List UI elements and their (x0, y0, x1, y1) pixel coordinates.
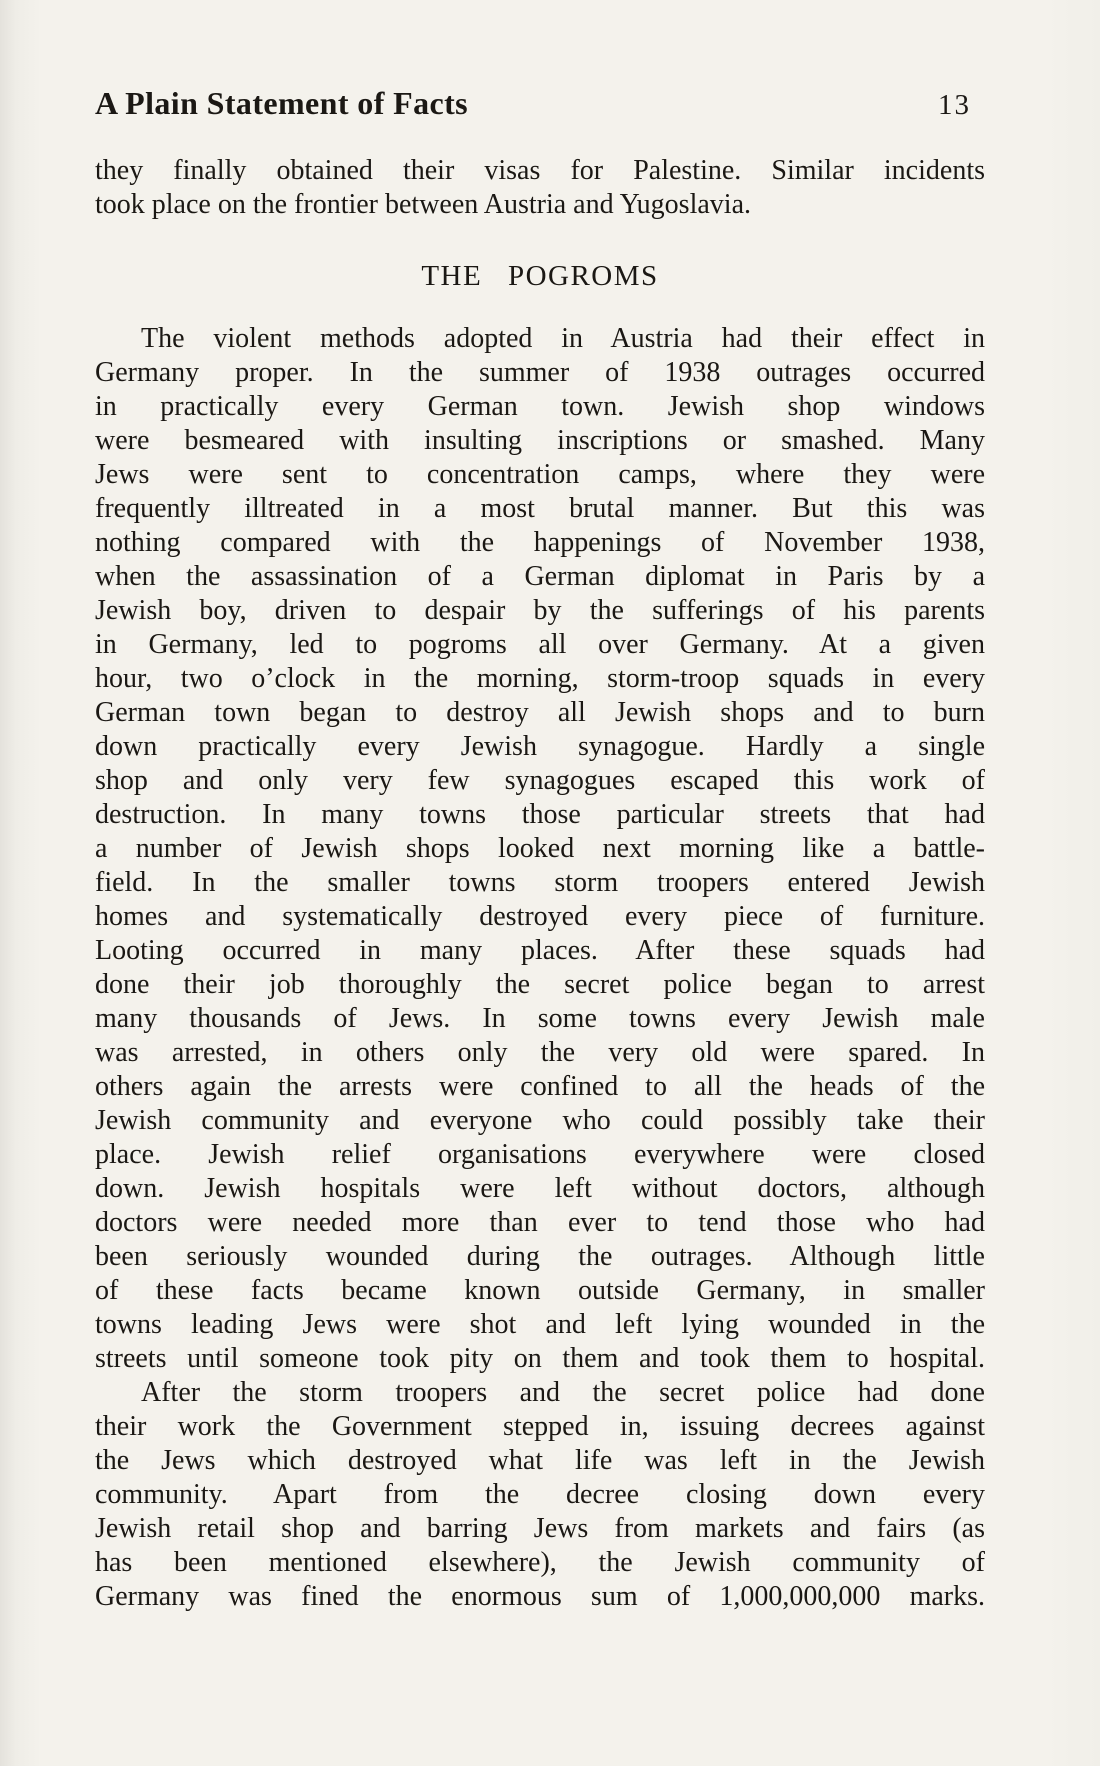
text-line: were besmeared with insulting inscriptions or smashed. Many (95, 425, 985, 456)
body-text (95, 322, 985, 1614)
text-line: in practically every German town. Jewish shop windows (95, 391, 985, 422)
text-line: Germany proper. In the summer of 1938 outrages occurred (95, 357, 985, 388)
intro-paragraph (95, 154, 985, 222)
text-line: field. In the smaller towns storm troopers entered Jewish (95, 867, 985, 898)
text-line: when the assassination of a German diplomat in Paris by a (95, 561, 985, 592)
text-line: shop and only very few synagogues escaped this work of (95, 765, 985, 796)
text-line: towns leading Jews were shot and left lying wounded in the (95, 1309, 985, 1340)
text-line: doctors were needed more than ever to tend those who had (95, 1207, 985, 1238)
page-content (95, 84, 985, 1614)
text-line: nothing compared with the happenings of November 1938, (95, 527, 985, 558)
text-line: was arrested, in others only the very old were spared. In (95, 1037, 985, 1068)
page-number: 13 (938, 89, 971, 121)
text-line: German town began to destroy all Jewish shops and to burn (95, 697, 985, 728)
text-line: down. Jewish hospitals were left without doctors, although (95, 1173, 985, 1204)
text-line: many thousands of Jews. In some towns every Jewish male (95, 1003, 985, 1034)
text-line: streets until someone took pity on them and took them to hospital. (95, 1343, 985, 1374)
text-line: a number of Jewish shops looked next morning like a battle- (95, 833, 985, 864)
text-line: others again the arrests were confined to all the heads of the (95, 1071, 985, 1102)
text-line: Jewish boy, driven to despair by the sufferings of his parents (95, 595, 985, 626)
text-line: their work the Government stepped in, issuing decrees against (95, 1411, 985, 1442)
text-line: Jewish retail shop and barring Jews from markets and fairs (as (95, 1513, 985, 1544)
text-line: homes and systematically destroyed every piece of furniture. (95, 901, 985, 932)
text-line: Jews were sent to concentration camps, where they were (95, 459, 985, 490)
text-line: After the storm troopers and the secret police had done (141, 1377, 985, 1408)
running-title: A Plain Statement of Facts (95, 85, 469, 121)
text-line: of these facts became known outside Germany, in smaller (95, 1275, 985, 1306)
text-line: they finally obtained their visas for Palestine. Similar incidents (95, 155, 985, 186)
text-line: hour, two o’clock in the morning, storm-troop squads in every (95, 663, 985, 694)
running-head (95, 84, 985, 124)
text-line: destruction. In many towns those particular streets that had (95, 799, 985, 830)
text-line: has been mentioned elsewhere), the Jewish community of (95, 1547, 985, 1578)
text-line: The violent methods adopted in Austria had their effect in (141, 323, 985, 354)
text-line: Germany was fined the enormous sum of 1,000,000,000 marks. (95, 1581, 985, 1612)
section-heading: THE POGROMS (421, 260, 659, 292)
text-line: Looting occurred in many places. After these squads had (95, 935, 985, 966)
text-line: done their job thoroughly the secret police began to arrest (95, 969, 985, 1000)
text-line: been seriously wounded during the outrages. Although little (95, 1241, 985, 1272)
text-line: in Germany, led to pogroms all over Germany. At a given (95, 629, 985, 660)
text-line: frequently illtreated in a most brutal manner. But this was (95, 493, 985, 524)
text-line: place. Jewish relief organisations everywhere were closed (95, 1139, 985, 1170)
text-line: took place on the frontier between Austria and Yugoslavia. (95, 189, 751, 220)
text-line: the Jews which destroyed what life was left in the Jewish (95, 1445, 985, 1476)
text-line: Jewish community and everyone who could possibly take their (95, 1105, 985, 1136)
text-line: down practically every Jewish synagogue. Hardly a single (95, 731, 985, 762)
text-line: community. Apart from the decree closing down every (95, 1479, 985, 1510)
